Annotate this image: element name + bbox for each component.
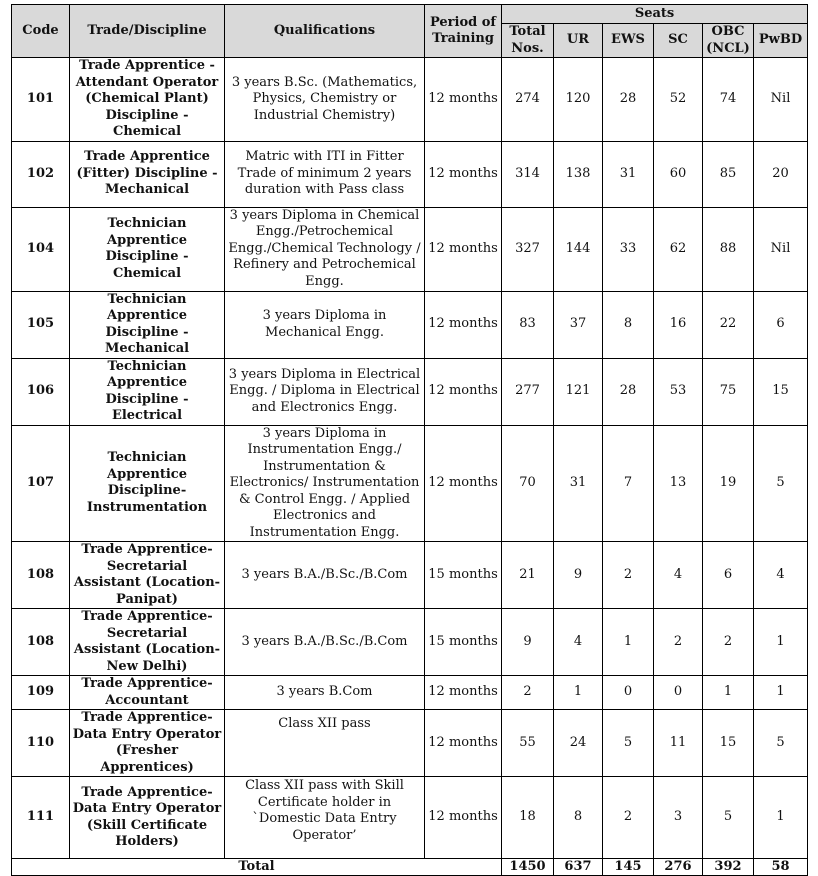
table-row xyxy=(12,676,808,710)
row-ur: 24 xyxy=(554,710,603,777)
row-period: 12 months xyxy=(425,291,502,358)
row-period: 12 months xyxy=(425,141,502,207)
row-total: 277 xyxy=(502,358,554,425)
row-qualifications: Class XII pass xyxy=(225,710,425,777)
table-row xyxy=(12,542,808,609)
row-code: 101 xyxy=(12,58,70,142)
row-period: 12 months xyxy=(425,58,502,142)
row-code: 108 xyxy=(12,609,70,676)
row-trade: Trade Apprentice- Secretarial Assistant (Location- New Delhi) xyxy=(70,609,225,676)
row-pwbd: 1 xyxy=(754,609,808,676)
row-sc: 62 xyxy=(654,207,703,291)
row-code: 110 xyxy=(12,710,70,777)
row-sc: 60 xyxy=(654,141,703,207)
row-ews: 28 xyxy=(603,58,654,142)
row-period: 12 months xyxy=(425,676,502,710)
row-period: 12 months xyxy=(425,207,502,291)
header-ur: UR xyxy=(554,24,603,58)
row-qualifications: 3 years B.A./B.Sc./B.Com xyxy=(225,609,425,676)
total-label: Total xyxy=(12,859,502,876)
row-period: 12 months xyxy=(425,777,502,859)
row-qualifications: 3 years Diploma in Instrumentation Engg./ Instrumentation & Electronics/ Instrumentation & Control Engg. / Applied Electronics and Instrumentation Engg. xyxy=(225,425,425,542)
row-trade: Trade Apprentice (Fitter) Discipline - Mechanical xyxy=(70,141,225,207)
table-row xyxy=(12,777,808,859)
total-ews: 145 xyxy=(603,859,654,876)
row-ews: 31 xyxy=(603,141,654,207)
header-code: Code xyxy=(12,5,70,58)
row-sc: 11 xyxy=(654,710,703,777)
row-qualifications: 3 years B.Sc. (Mathematics, Physics, Chemistry or Industrial Chemistry) xyxy=(225,58,425,142)
row-sc: 3 xyxy=(654,777,703,859)
row-trade: Technician Apprentice Discipline - Mechanical xyxy=(70,291,225,358)
row-trade: Trade Apprentice- Data Entry Operator (Fresher Apprentices) xyxy=(70,710,225,777)
row-sc: 52 xyxy=(654,58,703,142)
row-obc: 5 xyxy=(703,777,754,859)
apprentice-seats-table xyxy=(11,4,808,876)
row-obc: 75 xyxy=(703,358,754,425)
row-total: 314 xyxy=(502,141,554,207)
row-pwbd: 20 xyxy=(754,141,808,207)
row-ews: 8 xyxy=(603,291,654,358)
row-sc: 53 xyxy=(654,358,703,425)
row-pwbd: Nil xyxy=(754,58,808,142)
row-ews: 33 xyxy=(603,207,654,291)
row-trade: Trade Apprentice- Secretarial Assistant (Location- Panipat) xyxy=(70,542,225,609)
row-ur: 121 xyxy=(554,358,603,425)
row-period: 15 months xyxy=(425,609,502,676)
row-total: 83 xyxy=(502,291,554,358)
row-period: 12 months xyxy=(425,358,502,425)
header-pwbd: PwBD xyxy=(754,24,808,58)
row-ur: 1 xyxy=(554,676,603,710)
row-trade: Technician Apprentice Discipline - Electrical xyxy=(70,358,225,425)
row-total: 2 xyxy=(502,676,554,710)
row-ews: 28 xyxy=(603,358,654,425)
row-qualifications: Class XII pass with Skill Certificate holder in `Domestic Data Entry Operator’ xyxy=(225,777,425,859)
row-obc: 19 xyxy=(703,425,754,542)
row-code: 106 xyxy=(12,358,70,425)
row-sc: 0 xyxy=(654,676,703,710)
row-ur: 144 xyxy=(554,207,603,291)
row-obc: 2 xyxy=(703,609,754,676)
row-ur: 8 xyxy=(554,777,603,859)
row-obc: 88 xyxy=(703,207,754,291)
table-row xyxy=(12,291,808,358)
row-qualifications: 3 years B.A./B.Sc./B.Com xyxy=(225,542,425,609)
row-ur: 120 xyxy=(554,58,603,142)
header-qualifications: Qualifications xyxy=(225,5,425,58)
row-total: 70 xyxy=(502,425,554,542)
row-code: 107 xyxy=(12,425,70,542)
total-ur: 637 xyxy=(554,859,603,876)
row-qualifications: 3 years B.Com xyxy=(225,676,425,710)
total-row xyxy=(12,859,808,876)
row-pwbd: 1 xyxy=(754,676,808,710)
row-obc: 15 xyxy=(703,710,754,777)
row-pwbd: 1 xyxy=(754,777,808,859)
row-trade: Trade Apprentice- Accountant xyxy=(70,676,225,710)
row-period: 15 months xyxy=(425,542,502,609)
total-nos: 1450 xyxy=(502,859,554,876)
row-obc: 74 xyxy=(703,58,754,142)
row-trade: Technician Apprentice Discipline - Chemical xyxy=(70,207,225,291)
row-obc: 6 xyxy=(703,542,754,609)
total-sc: 276 xyxy=(654,859,703,876)
row-sc: 13 xyxy=(654,425,703,542)
table-row xyxy=(12,207,808,291)
header-period-of-training: Period of Training xyxy=(425,5,502,58)
row-ews: 7 xyxy=(603,425,654,542)
row-trade: Trade Apprentice- Data Entry Operator (Skill Certificate Holders) xyxy=(70,777,225,859)
row-ur: 138 xyxy=(554,141,603,207)
row-total: 274 xyxy=(502,58,554,142)
total-obc: 392 xyxy=(703,859,754,876)
row-ur: 4 xyxy=(554,609,603,676)
table-row xyxy=(12,710,808,777)
table-row xyxy=(12,58,808,142)
row-pwbd: 5 xyxy=(754,425,808,542)
row-code: 104 xyxy=(12,207,70,291)
row-sc: 16 xyxy=(654,291,703,358)
row-ur: 37 xyxy=(554,291,603,358)
row-sc: 4 xyxy=(654,542,703,609)
row-ur: 9 xyxy=(554,542,603,609)
table-row xyxy=(12,609,808,676)
row-obc: 1 xyxy=(703,676,754,710)
row-code: 102 xyxy=(12,141,70,207)
row-qualifications: 3 years Diploma in Electrical Engg. / Diploma in Electrical and Electronics Engg. xyxy=(225,358,425,425)
row-ews: 2 xyxy=(603,777,654,859)
row-total: 55 xyxy=(502,710,554,777)
row-code: 105 xyxy=(12,291,70,358)
row-total: 18 xyxy=(502,777,554,859)
row-pwbd: 5 xyxy=(754,710,808,777)
header-obc-ncl: OBC (NCL) xyxy=(703,24,754,58)
table-row xyxy=(12,141,808,207)
row-pwbd: 6 xyxy=(754,291,808,358)
header-ews: EWS xyxy=(603,24,654,58)
row-total: 21 xyxy=(502,542,554,609)
row-code: 108 xyxy=(12,542,70,609)
header-total-nos: Total Nos. xyxy=(502,24,554,58)
row-qualifications: Matric with ITI in Fitter Trade of minimum 2 years duration with Pass class xyxy=(225,141,425,207)
row-ews: 1 xyxy=(603,609,654,676)
row-period: 12 months xyxy=(425,425,502,542)
header-sc: SC xyxy=(654,24,703,58)
row-trade: Trade Apprentice - Attendant Operator (Chemical Plant) Discipline - Chemical xyxy=(70,58,225,142)
row-qualifications: 3 years Diploma in Chemical Engg./Petrochemical Engg./Chemical Technology / Refinery and Petrochemical Engg. xyxy=(225,207,425,291)
row-total: 9 xyxy=(502,609,554,676)
row-ur: 31 xyxy=(554,425,603,542)
row-trade: Technician Apprentice Discipline-Instrumentation xyxy=(70,425,225,542)
row-code: 111 xyxy=(12,777,70,859)
total-pwbd: 58 xyxy=(754,859,808,876)
row-period: 12 months xyxy=(425,710,502,777)
row-pwbd: 4 xyxy=(754,542,808,609)
row-obc: 22 xyxy=(703,291,754,358)
row-obc: 85 xyxy=(703,141,754,207)
row-code: 109 xyxy=(12,676,70,710)
header-seats: Seats xyxy=(502,5,808,24)
row-ews: 0 xyxy=(603,676,654,710)
table-row xyxy=(12,358,808,425)
row-ews: 2 xyxy=(603,542,654,609)
table-row xyxy=(12,425,808,542)
header-trade-discipline: Trade/Discipline xyxy=(70,5,225,58)
row-sc: 2 xyxy=(654,609,703,676)
row-pwbd: 15 xyxy=(754,358,808,425)
row-qualifications: 3 years Diploma in Mechanical Engg. xyxy=(225,291,425,358)
row-pwbd: Nil xyxy=(754,207,808,291)
row-ews: 5 xyxy=(603,710,654,777)
row-total: 327 xyxy=(502,207,554,291)
